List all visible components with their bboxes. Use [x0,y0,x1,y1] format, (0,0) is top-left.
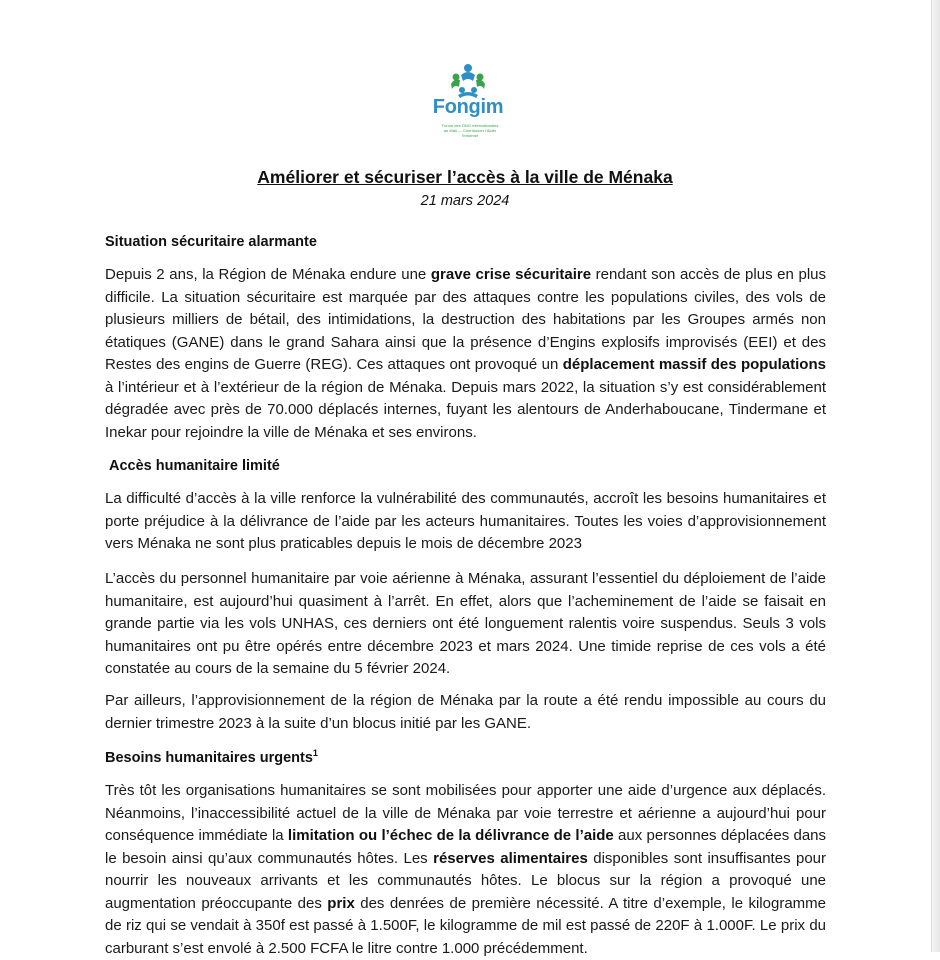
paragraph-urgent-needs: Très tôt les organisations humanitaires se sont mobilisées pour apporter une aide d’urgence aux déplacés. Néanmoins, l’inaccessibilité actuel de la ville de Ménaka par voie terrestre et aérienne a aujourd’hui pour conséquence immédiate la limitation ou l’échec de la délivrance de l’aide aux personnes déplacées dans le besoin ainsi qu’aux communautés hôtes. Les réserves alimentaires disponibles sont insuffisantes pour nourrir les nouveaux arrivants et les communautés hôtes. Le blocus sur la région a provoqué une augmentation préoccupante des prix des denrées de première nécessité. A titre d’exemple, le kilogramme de riz qui se vendait à 350f est passé à 1.500F, le kilogramme de mil est passé de 220F à 1.000F. Le prix du carburant s’est envolé à 2.500 FCFA le litre contre 1.000 précédemment. [105,782,827,957]
logo-tagline: Forum des ONG Internationales au Mali — Coordonner l'Aider l'Informer [441,123,499,138]
section-heading-security: Situation sécuritaire alarmante [105,234,317,250]
document-title: Améliorer et sécuriser l’accès à la ville de Ménaka [257,167,673,187]
section-heading-access: Accès humanitaire limité [109,458,280,474]
page-edge-scroll-area [931,0,940,952]
paragraph-access-difficulty: La difficulté d’accès à la ville renforce la vulnérabilité des communautés, accroît les besoins humanitaires et porte préjudice à la délivrance de l’aide par les acteurs humanitaires. Toutes les voies d’approvisionnement vers Ménaka ne sont plus praticables depuis le mois de décembre 2023 [105,490,826,552]
logo-wordmark: Fongim [432,96,504,118]
paragraph-security-situation: Depuis 2 ans, la Région de Ménaka endure une grave crise sécuritaire rendant son accès de plus en plus difficile. La situation sécuritaire est marquée par des attaques contre les populations civiles, des vols de plusieurs milliers de bétail, des intimidations, la destruction des habitations par les Groupes armés non étatiques (GANE) dans le grand Sahara ainsi que la présence d’Engins explosifs improvisés (EEI) et des Restes des engins de Guerre (REG). Ces attaques ont provoqué un déplacement massif des populations à l’intérieur et à l’extérieur de la région de Ménaka. Depuis mars 2022, la situation s’y est considérablement dégradée avec près de 70.000 déplacés internes, fuyant les alentours de Anderhaboucane, Tindermane et Inekar pour rejoindre la ville de Ménaka et ses environs. [105,266,826,441]
section-heading-needs: Besoins humanitaires urgents$^1$ [105,748,318,766]
paragraph-air-access: L’accès du personnel humanitaire par voie aérienne à Ménaka, assurant l’essentiel du déploiement de l’aide humanitaire, est aujourd’hui quasiment à l’arrêt. En effet, alors que l’acheminement de l’aide se faisait en grande partie via les vols UNHAS, ces derniers ont été longuement ralentis voire suspendus. Seuls 3 vols humanitaires ont pu être opérés entre décembre 2023 et mars 2024. Une timide reprise de ces vols a été constatée au cours de la semaine du 5 février 2024. [105,570,826,677]
people-circle-icon [418,60,518,100]
footnote-marker: 1 [312,748,318,758]
fongim-logo [418,60,518,142]
paragraph-road-access: Par ailleurs, l’approvisionnement de la région de Ménaka par la route a été rendu impossible au cours du dernier trimestre 2023 à la suite d’un blocus initié par les GANE. [105,692,826,732]
document-date: 21 mars 2024 [420,193,510,209]
